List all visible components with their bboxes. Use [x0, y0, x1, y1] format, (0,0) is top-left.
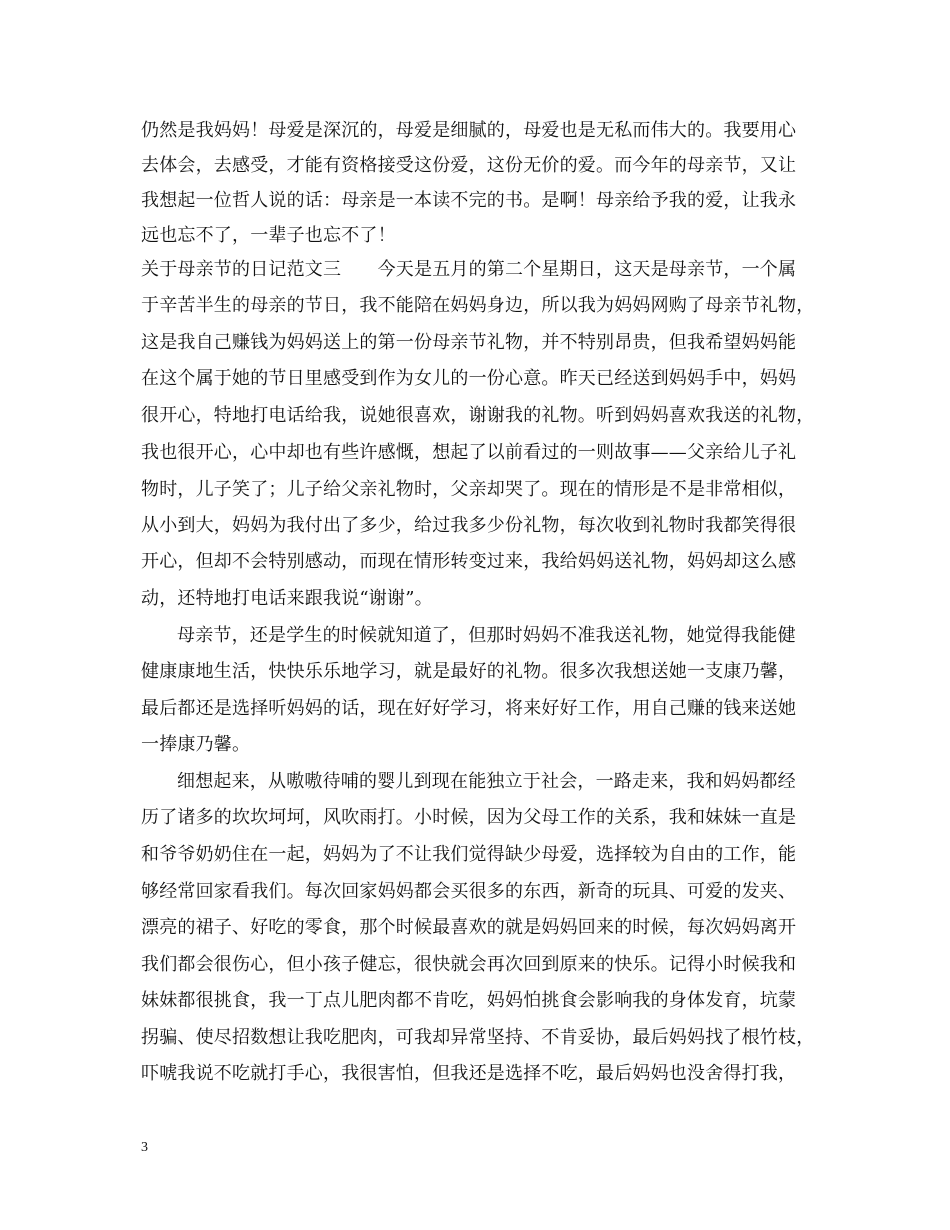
paragraph-first-line: 母亲节，还是学生的时候就知道了，但那时妈妈不准我送礼物，她觉得我能健 [177, 625, 796, 646]
text-line: 一捧康乃馨。 [141, 734, 251, 755]
text-line: 和爷爷奶奶住在一起，妈妈为了不让我们觉得缺少母爱，选择较为自由的工作，能 [141, 844, 797, 865]
text-line: 从小到大，妈妈为我付出了多少，给过我多少份礼物，每次收到礼物时我都笑得很 [141, 515, 797, 536]
text-line: 够经常回家看我们。每次回家妈妈都会买很多的东西，新奇的玩具、可爱的发夹、 [141, 881, 797, 902]
text-line: 漂亮的裙子、好吃的零食，那个时候最喜欢的就是妈妈回来的时候，每次妈妈离开 [141, 917, 797, 938]
text-line: 在这个属于她的节日里感受到作为女儿的一份心意。昨天已经送到妈妈手中，妈妈 [141, 368, 797, 389]
text-line: 我也很开心，心中却也有些许感慨，想起了以前看过的一则故事——父亲给儿子礼 [141, 442, 797, 463]
page-number: 3 [141, 1140, 148, 1155]
text-line: 妹妹都很挑食，我一丁点儿肥肉都不肯吃，妈妈怕挑食会影响我的身体发育，坑蒙 [141, 990, 797, 1011]
text-line: 健康康地生活，快快乐乐地学习，就是最好的礼物。很多次我想送她一支康乃馨， [141, 661, 797, 682]
paragraph-first-line: 细想起来，从嗷嗷待哺的婴儿到现在能独立于社会，一路走来，我和妈妈都经 [177, 771, 796, 792]
text-line: 开心，但却不会特别感动，而现在情形转变过来，我给妈妈送礼物，妈妈却这么感 [141, 551, 797, 572]
text-line: 最后都还是选择听妈妈的话，现在好好学习，将来好好工作，用自己赚的钱来送她 [141, 698, 797, 719]
text-line: 拐骗、使尽招数想让我吃肥肉，可我却异常坚持、不肯妥协，最后妈妈找了根竹枝， [141, 1027, 815, 1048]
text-line: 物时，儿子笑了；儿子给父亲礼物时，父亲却哭了。现在的情形是不是非常相似， [141, 479, 797, 500]
text-line: 很开心，特地打电话给我，说她很喜欢，谢谢我的礼物。听到妈妈喜欢我送的礼物， [141, 405, 815, 426]
text-line: 我想起一位哲人说的话：母亲是一本读不完的书。是啊！母亲给予我的爱，让我永 [141, 190, 797, 211]
text-line: 历了诸多的坎坎坷坷，风吹雨打。小时候，因为父母工作的关系，我和妹妹一直是 [141, 807, 797, 828]
text-line: 这是我自己赚钱为妈妈送上的第一份母亲节礼物，并不特别昂贵，但我希望妈妈能 [141, 332, 797, 353]
text-line: 我们都会很伤心，但小孩子健忘，很快就会再次回到原来的快乐。记得小时候我和 [141, 954, 797, 975]
text-line: 动，还特地打电话来跟我说“谢谢”。 [141, 588, 433, 609]
text-line: 仍然是我妈妈！母爱是深沉的，母爱是细腻的，母爱也是无私而伟大的。我要用心 [141, 120, 797, 141]
text-line: 关于母亲节的日记范文三 今天是五月的第二个星期日，这天是母亲节，一个属 [141, 259, 797, 280]
text-line: 远也忘不了，一辈子也忘不了！ [141, 225, 396, 246]
text-line: 于辛苦半生的母亲的节日，我不能陪在妈妈身边，所以我为妈妈网购了母亲节礼物， [141, 295, 815, 316]
text-line: 去体会，去感受，才能有资格接受这份爱，这份无价的爱。而今年的母亲节，又让 [141, 155, 797, 176]
text-line: 吓唬我说不吃就打手心，我很害怕，但我还是选择不吃，最后妈妈也没舍得打我， [141, 1063, 797, 1084]
